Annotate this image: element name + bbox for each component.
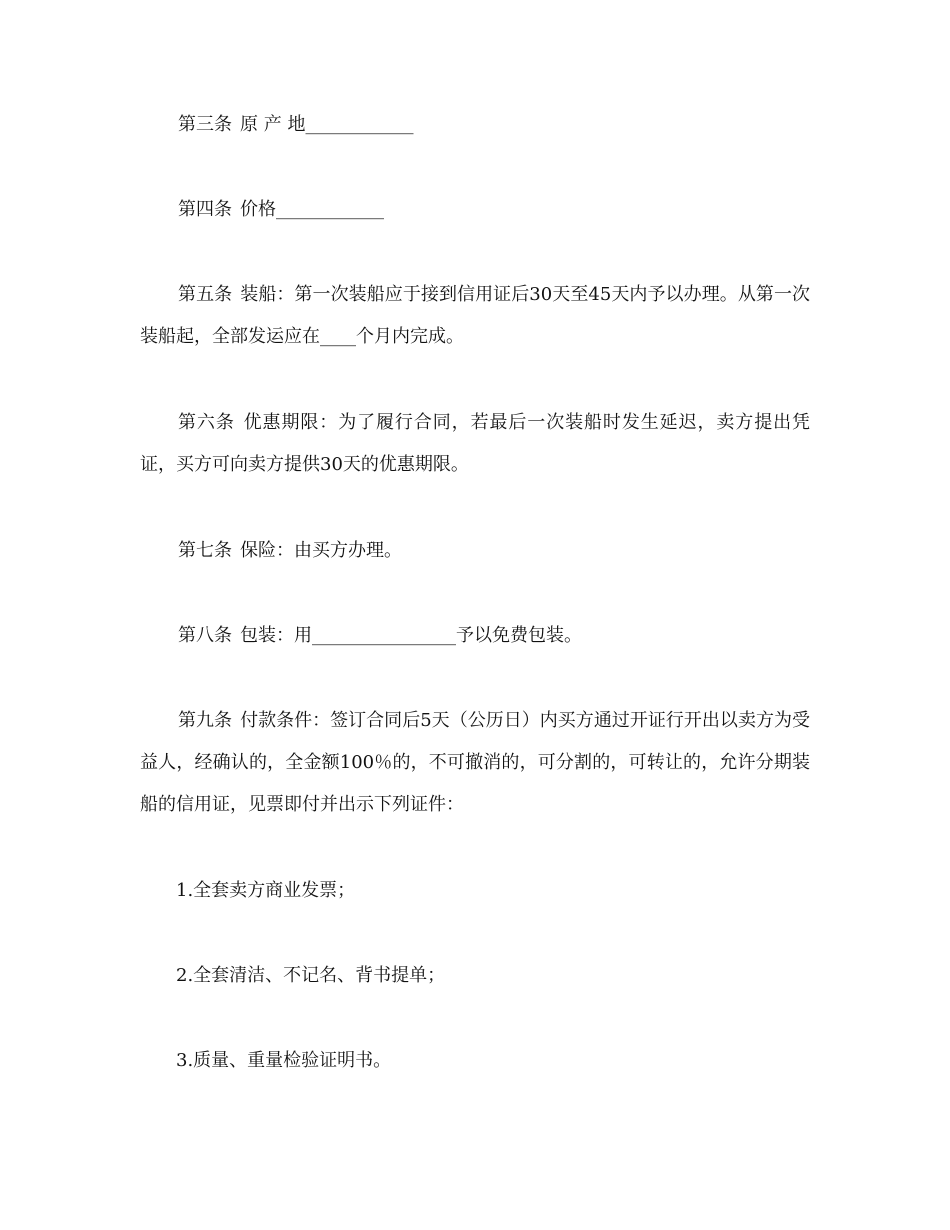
document-list-item-3: 3.质量、重量检验证明书。 (176, 1050, 392, 1071)
article-body: 第一次装船应于接到信用证后30天至45天内予以办理。从第一次装船起，全部发运应在____个月内完成。 (140, 284, 811, 347)
document-list-item-1: 1.全套卖方商业发票； (176, 880, 356, 901)
article-title: 原 产 地 (240, 114, 306, 135)
article-title: 包装： (240, 625, 294, 646)
article-heading: 第五条 (178, 284, 233, 305)
article-body: 签订合同后5天（公历日）内买方通过开证行开出以卖方为受益人，经确认的，全金额100％的，不可撤消的，可分割的，可转让的，允许分期装船的信用证，见票即付并出示下列证件： (140, 710, 810, 815)
article-heading: 第三条 (178, 114, 232, 135)
article-title: 装船： (240, 284, 295, 305)
article-body: 由买方办理。 (294, 540, 402, 561)
article-title: 优惠期限： (242, 412, 339, 433)
article-heading: 第四条 (178, 199, 232, 220)
article-heading: 第六条 (178, 412, 235, 433)
article-4 (140, 189, 810, 231)
article-heading: 第七条 (178, 540, 232, 561)
document-list-item-2: 2.全套清洁、不记名、背书提单； (176, 965, 446, 986)
article-body: ____________ (305, 114, 414, 135)
article-heading: 第八条 (178, 625, 232, 646)
article-5 (140, 274, 810, 358)
article-7 (140, 530, 810, 572)
article-heading: 第九条 (178, 710, 233, 731)
article-body: 为了履行合同，若最后一次装船时发生延迟，卖方提出凭证，买方可向卖方提供30天的优惠期限。 (140, 412, 811, 475)
article-6 (140, 402, 810, 486)
article-9 (140, 700, 810, 826)
article-title: 保险： (240, 540, 294, 561)
article-3 (140, 104, 810, 146)
article-body: ____________ (276, 199, 384, 220)
article-title: 价格 (240, 199, 276, 220)
article-8 (140, 615, 810, 657)
article-title: 付款条件： (240, 710, 331, 731)
article-body: 用________________予以免费包装。 (294, 625, 582, 646)
